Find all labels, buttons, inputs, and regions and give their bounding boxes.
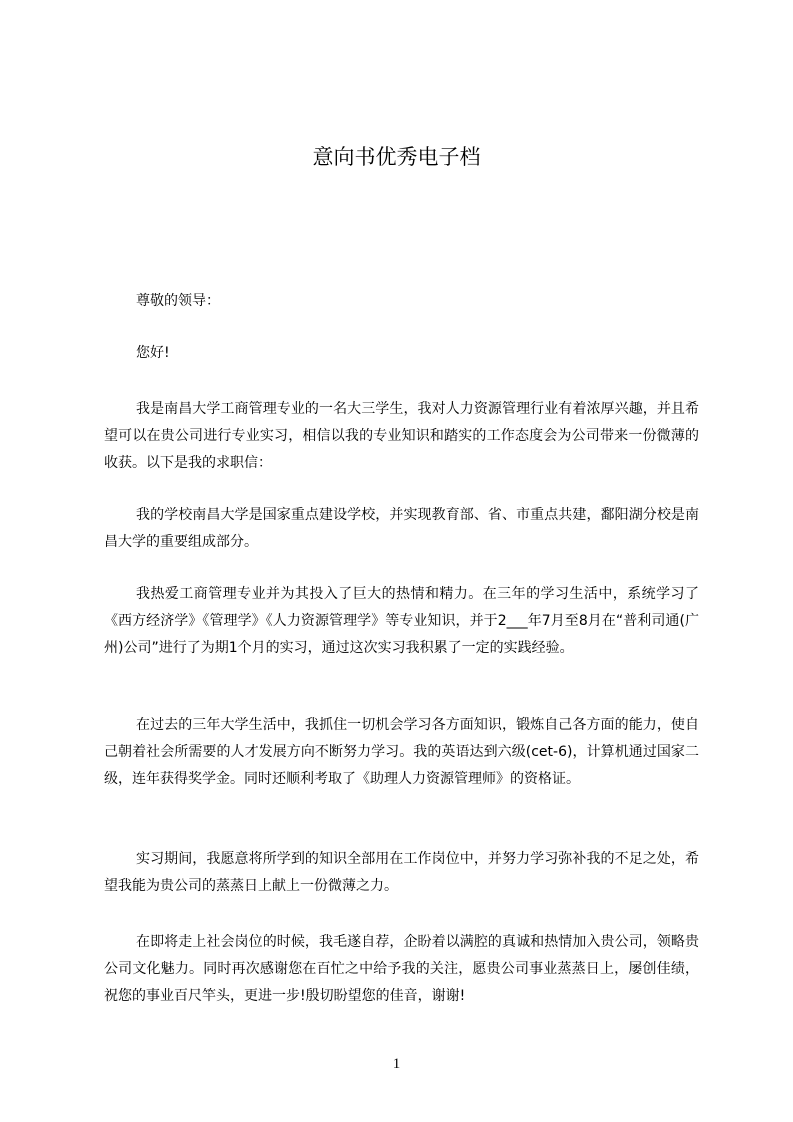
paragraph-major: 我热爱工商管理专业并为其投入了巨大的热情和精力。在三年的学习生活中，系统学习了《西方经济学》《管理学》《人力资源管理学》等专业知识，并于2___年7月至8月在“普利司通(广州)公司”进行了为期1个月的实习，通过这次实习我积累了一定的实践经验。 — [104, 586, 699, 656]
greeting: 您好! — [136, 345, 170, 361]
paragraph-intro: 我是南昌大学工商管理专业的一名大三学生，我对人力资源管理行业有着浓厚兴趣，并且希望可以在贵公司进行专业实习，相信以我的专业知识和踏实的工作态度会为公司带来一份微薄的收获。以下是我的求职信： — [104, 401, 699, 471]
paragraph-campus-life: 在过去的三年大学生活中，我抓住一切机会学习各方面知识，锻炼自己各方面的能力，使自己朝着社会所需要的人才发展方向不断努力学习。我的英语达到六级(cet-6)，计算机通过国家二级，连年获得奖学金。同时还顺利考取了《助理人力资源管理师》的资格证。 — [104, 717, 699, 787]
paragraph-school: 我的学校南昌大学是国家重点建设学校，并实现教育部、省、市重点共建，鄱阳湖分校是南昌大学的重要组成部分。 — [104, 507, 699, 550]
paragraph-internship: 实习期间，我愿意将所学到的知识全部用在工作岗位中，并努力学习弥补我的不足之处，希望我能为贵公司的蒸蒸日上献上一份微薄之力。 — [104, 851, 699, 894]
page-number: 1 — [392, 1056, 401, 1072]
paragraph-closing: 在即将走上社会岗位的时候，我毛遂自荐，企盼着以满腔的真诚和热情加入贵公司，领略贵公司文化魅力。同时再次感谢您在百忙之中给予我的关注，愿贵公司事业蒸蒸日上，屡创佳绩，祝您的事业百尺竿头，更进一步!殷切盼望您的佳音，谢谢! — [104, 934, 699, 1004]
document-title: 意向书优秀电子档 — [312, 145, 481, 169]
salutation: 尊敬的领导： — [136, 293, 220, 309]
